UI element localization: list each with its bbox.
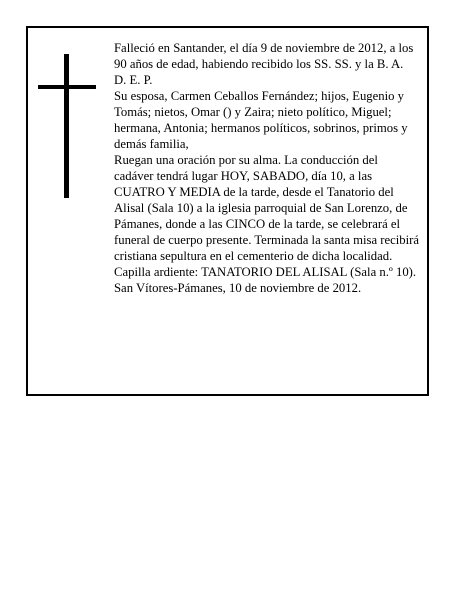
family-list: Su esposa, Carmen Ceballos Fernández; hijos, Eugenio y Tomás; nietos, Omar () y Zaira; nieto político, Miguel; hermana, Antonia; hermanos políticos, sobrinos, primos y demás familia, <box>114 89 408 151</box>
cross-vertical-bar <box>64 54 69 198</box>
rip-line: D. E. P. <box>114 73 153 87</box>
death-announcement: Falleció en Santander, el día 9 de noviembre de 2012, a los 90 años de edad, habiendo recibido los SS. SS. y la B. A. <box>114 41 414 71</box>
cross-icon <box>38 54 98 198</box>
funeral-details: Ruegan una oración por su alma. La conducción del cadáver tendrá lugar HOY, SABADO, día 10, a las CUATRO Y MEDIA de la tarde, desde el Tanatorio del Alisal (Sala 10) a la iglesia parroquial de San Lorenzo, de Pámanes, donde a las CINCO de la tarde, se celebrará el funeral de cuerpo presente. Terminada la santa misa recibirá cristiana sepultura en el cementerio de dicha localidad. Capilla ardiente: TANATORIO DEL ALISAL (Sala n.º 10). <box>114 153 419 279</box>
cross-horizontal-bar <box>38 85 96 89</box>
obituary-text <box>114 40 420 296</box>
place-and-date: San Vítores-Pámanes, 10 de noviembre de 2012. <box>114 281 362 295</box>
